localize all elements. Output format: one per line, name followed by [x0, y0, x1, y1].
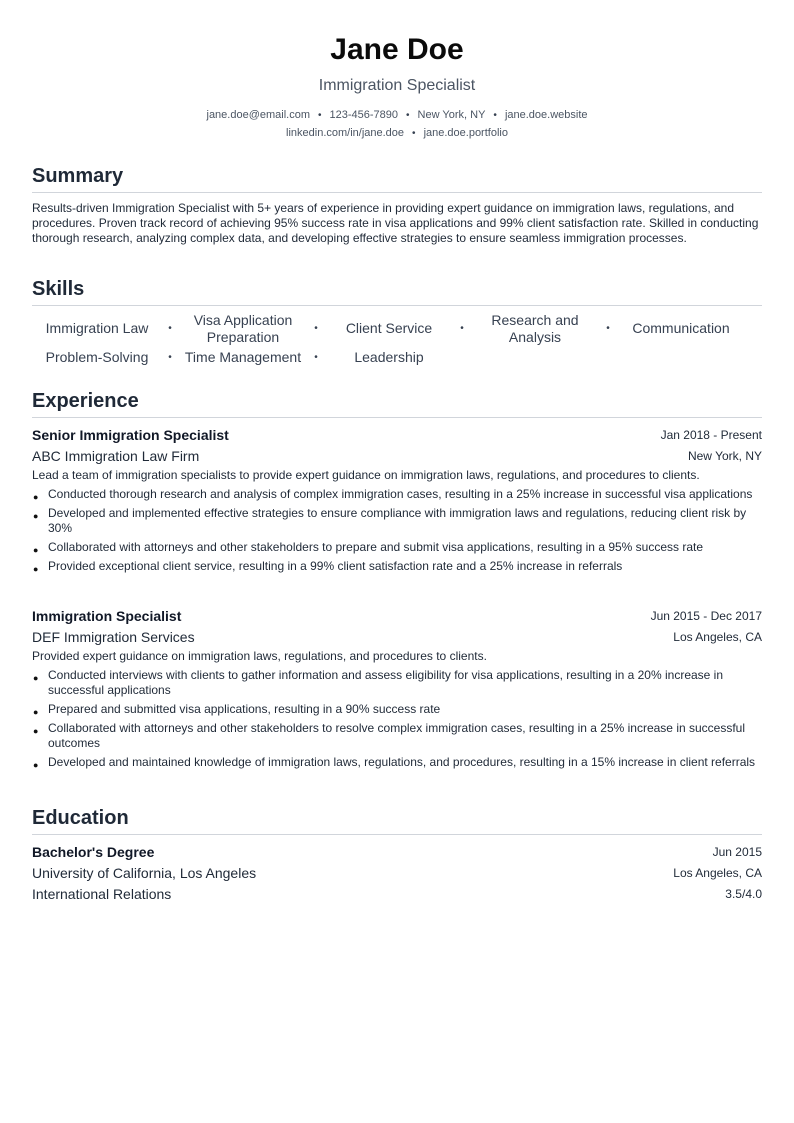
- bullet-icon: ●: [33, 492, 39, 502]
- skill-item: Visa Application Preparation: [193, 311, 293, 345]
- skill-item: Time Management: [184, 349, 302, 365]
- list-item: [32, 540, 762, 555]
- bullet-icon: ●: [33, 564, 39, 574]
- portfolio-link[interactable]: jane.doe.portfolio: [423, 127, 508, 139]
- separator-dot: •: [318, 110, 322, 121]
- skills-row: [32, 311, 762, 345]
- bullet-text: Developed and implemented effective strategies to ensure compliance with immigration laws and regulations, reducing client risk by 30%: [48, 506, 747, 535]
- candidate-title: Immigration Specialist: [318, 77, 476, 94]
- bullet-text: Developed and maintained knowledge of immigration laws, regulations, and procedures, resulting in a 15% increase in client referrals: [48, 755, 756, 769]
- website-link[interactable]: jane.doe.website: [504, 109, 588, 121]
- job-role: Senior Immigration Specialist: [32, 427, 229, 443]
- degree: Bachelor's Degree: [32, 844, 155, 860]
- job-entry: [32, 426, 762, 578]
- skills-heading: Skills: [32, 278, 85, 300]
- location-text: New York, NY: [417, 109, 486, 121]
- list-item: [32, 668, 762, 698]
- education-field-row: [32, 885, 762, 906]
- bullet-text: Collaborated with attorneys and other stakeholders to prepare and submit visa applications, resulting in a 95% success rate: [48, 540, 704, 554]
- bullet-text: Provided exceptional client service, resulting in a 99% client satisfaction rate and a 25% increase in referrals: [48, 559, 623, 573]
- separator-dot: •: [314, 352, 318, 363]
- skill-item: Immigration Law: [45, 320, 149, 336]
- experience-heading: Experience: [32, 390, 139, 412]
- job-header: [32, 426, 762, 447]
- field-of-study: International Relations: [32, 886, 172, 902]
- section-divider: [32, 305, 762, 306]
- email-link[interactable]: jane.doe@email.com: [206, 109, 310, 121]
- list-item: [32, 702, 762, 717]
- separator-dot: •: [460, 323, 464, 334]
- bullet-icon: ●: [33, 707, 39, 717]
- job-header: [32, 607, 762, 628]
- bullet-text: Prepared and submitted visa applications, resulting in a 90% success rate: [48, 702, 441, 716]
- job-dates: Jan 2018 - Present: [660, 428, 762, 442]
- separator-dot: •: [606, 323, 610, 334]
- job-bullets: [32, 487, 762, 574]
- job-company: DEF Immigration Services: [32, 629, 195, 645]
- bullet-text: Conducted thorough research and analysis of complex immigration cases, resulting in a 25% increase in successful visa applications: [48, 487, 753, 501]
- school-location: Los Angeles, CA: [673, 866, 762, 880]
- skill-item: Client Service: [345, 320, 433, 336]
- skill-item: Problem-Solving: [45, 349, 149, 365]
- list-item: [32, 721, 762, 751]
- separator-dot: •: [314, 323, 318, 334]
- gpa: 3.5/4.0: [725, 887, 762, 901]
- job-company-row: [32, 628, 762, 649]
- summary-text: Results-driven Immigration Specialist with 5+ years of experience in providing expert guidance on immigration laws, regulations, and procedures. Proven track record of achieving 95% success rate in visa applications and 99% client satisfaction rate. Skilled in conducting thorough research, analyzing complex data, and developing effective strategies to ensure seamless immigration processes.: [32, 201, 759, 245]
- job-company: ABC Immigration Law Firm: [32, 448, 200, 464]
- graduation-date: Jun 2015: [712, 845, 762, 859]
- job-description: Provided expert guidance on immigration laws, regulations, and procedures to clients.: [32, 649, 487, 663]
- skills-row: [32, 343, 762, 372]
- list-item: [32, 487, 762, 502]
- school-name: University of California, Los Angeles: [32, 865, 257, 881]
- job-bullets: [32, 668, 762, 770]
- education-school-row: [32, 864, 762, 885]
- job-entry: [32, 607, 762, 774]
- bullet-icon: ●: [33, 511, 39, 521]
- job-dates: Jun 2015 - Dec 2017: [650, 609, 762, 623]
- linkedin-link[interactable]: linkedin.com/in/jane.doe: [286, 127, 405, 139]
- separator-dot: •: [168, 352, 172, 363]
- separator-dot: •: [406, 110, 410, 121]
- skills-list: [32, 311, 762, 372]
- phone-link[interactable]: 123-456-7890: [329, 109, 399, 121]
- bullet-text: Collaborated with attorneys and other stakeholders to resolve complex immigration cases, resulting in a 25% increase in successful outcomes: [48, 721, 746, 750]
- job-company-row: [32, 447, 762, 468]
- section-divider: [32, 192, 762, 193]
- bullet-icon: ●: [33, 760, 39, 770]
- contact-line-1: [32, 108, 762, 123]
- list-item: [32, 755, 762, 770]
- job-location: Los Angeles, CA: [673, 630, 762, 644]
- section-divider: [32, 834, 762, 835]
- contact-line-2: [32, 126, 762, 141]
- list-item: [32, 506, 762, 536]
- summary-heading: Summary: [32, 165, 124, 187]
- skill-item: Research and Analysis: [491, 311, 579, 345]
- candidate-name: Jane Doe: [330, 33, 464, 66]
- education-heading: Education: [32, 807, 129, 829]
- bullet-icon: ●: [33, 673, 39, 683]
- skill-item: Communication: [632, 320, 730, 336]
- job-location: New York, NY: [687, 449, 762, 463]
- bullet-icon: ●: [33, 726, 39, 736]
- separator-dot: •: [412, 128, 416, 139]
- bullet-icon: ●: [33, 545, 39, 555]
- list-item: [32, 559, 762, 574]
- job-description: Lead a team of immigration specialists to provide expert guidance on immigration laws, regulations, and procedures to clients.: [32, 468, 700, 482]
- bullet-text: Conducted interviews with clients to gather information and assess eligibility for visa applications, resulting in a 20% increase in successful applications: [48, 668, 724, 697]
- section-divider: [32, 417, 762, 418]
- separator-dot: •: [168, 323, 172, 334]
- skill-item: Leadership: [354, 349, 424, 365]
- separator-dot: •: [493, 110, 497, 121]
- education-header: [32, 843, 762, 864]
- education-entry: [32, 843, 762, 906]
- job-role: Immigration Specialist: [32, 608, 182, 624]
